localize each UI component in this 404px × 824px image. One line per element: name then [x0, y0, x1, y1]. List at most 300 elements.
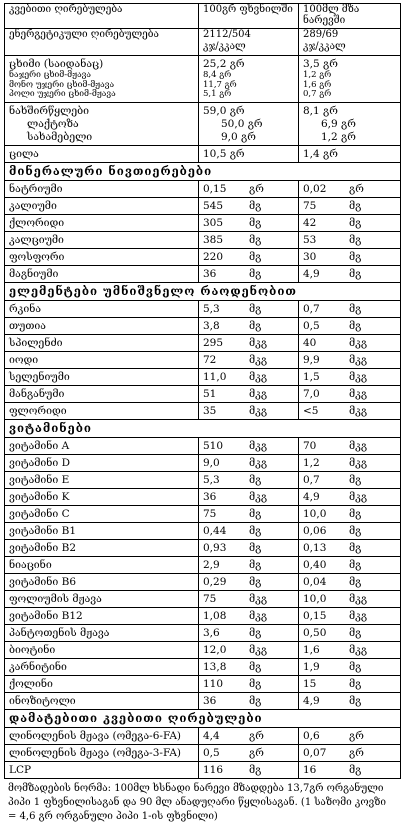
trace-ready-value: 1,5 — [303, 370, 320, 383]
mineral-ready — [299, 248, 401, 265]
header-col2: 100გრ ფხვნილში — [199, 4, 299, 29]
extra-ready-unit: მგ — [349, 763, 362, 776]
vitamin-powder — [199, 505, 299, 522]
vitamin-name: ვიტამინი E — [5, 471, 199, 488]
vitamin-ready-value: 10,0 — [303, 507, 327, 520]
extra-powder — [199, 761, 299, 778]
trace-ready — [299, 334, 401, 351]
protein-row — [5, 145, 401, 162]
vitamin-powder-unit: მგ — [249, 524, 262, 537]
mineral-powder — [199, 180, 299, 197]
extra-powder — [199, 744, 299, 761]
extra-ready — [299, 761, 401, 778]
vitamin-ready-unit: მგ — [349, 626, 362, 639]
vitamin-ready-value: 0,40 — [303, 558, 327, 571]
trace-powder — [199, 351, 299, 368]
trace-powder-unit: მკგ — [249, 387, 268, 400]
extra-name: LCP — [5, 761, 199, 778]
mineral-powder — [199, 214, 299, 231]
carbs-row — [5, 102, 401, 145]
trace-ready-unit: მკგ — [349, 336, 368, 349]
vitamin-ready-unit: მგ — [349, 677, 362, 690]
vitamin-name: ვიტამინი K — [5, 488, 199, 505]
vitamin-powder-value: 5,3 — [203, 473, 220, 486]
trace-ready-unit: მკგ — [349, 404, 368, 417]
trace-ready — [299, 317, 401, 334]
extra-row — [5, 744, 401, 761]
vitamin-powder-value: 510 — [203, 439, 224, 452]
vitamin-powder-unit: მგ — [249, 626, 262, 639]
mineral-ready-value: 75 — [303, 199, 317, 212]
vitamin-name: ვიტამინი A — [5, 437, 199, 454]
trace-powder-unit: მკგ — [249, 336, 268, 349]
vitamin-ready — [299, 590, 401, 607]
vitamin-ready — [299, 539, 401, 556]
vitamin-row — [5, 624, 401, 641]
fats-sub3-1: 1,6 გრ — [303, 79, 332, 90]
vitamin-ready — [299, 692, 401, 709]
vitamin-ready-unit: მკგ — [349, 439, 368, 452]
mineral-ready-unit: გრ — [349, 182, 364, 195]
vitamin-row — [5, 573, 401, 590]
mineral-ready-unit: მგ — [349, 233, 362, 246]
vitamin-ready-value: 10,0 — [303, 592, 327, 605]
trace-powder-unit: მკგ — [249, 370, 268, 383]
mineral-powder-value: 36 — [203, 267, 217, 280]
mineral-ready — [299, 231, 401, 248]
vitamin-powder — [199, 624, 299, 641]
vitamin-row — [5, 641, 401, 658]
vitamin-powder-unit: მგ — [249, 473, 262, 486]
vitamin-powder-unit: მგ — [249, 694, 262, 707]
footnote: მომზადების ნორმა: 100მლ ხსნადი ნარევი მზადდება 13,7გრ ორგანული პიპი 1 ფხვნილისაგან და 90 მლ ანადუღარი წყლისაგან. (1 საზომი კოვზი = 4,6 გრ ორგანული პიპი 1-ის ფხვნილი) — [8, 782, 386, 822]
mineral-name: მაგნიუმი — [5, 265, 199, 282]
carbs-label: ნახშირწყლები — [9, 104, 90, 117]
vitamin-ready-value: 0,13 — [303, 541, 327, 554]
trace-powder — [199, 317, 299, 334]
trace-powder — [199, 334, 299, 351]
vitamin-powder — [199, 471, 299, 488]
trace-ready-value: <5 — [303, 404, 319, 417]
extra-powder-unit: გრ — [249, 729, 264, 742]
vitamin-powder — [199, 692, 299, 709]
vitamin-ready — [299, 675, 401, 692]
protein-label: ცილა — [5, 145, 199, 162]
mineral-row — [5, 265, 401, 282]
mineral-powder-unit: გრ — [249, 182, 264, 195]
extra-powder-value: 0,5 — [203, 746, 220, 759]
extra-ready-value: 0,6 — [303, 729, 320, 742]
extra-section-title — [5, 709, 401, 727]
vitamin-ready — [299, 641, 401, 658]
vitamin-powder — [199, 641, 299, 658]
mineral-ready-value: 42 — [303, 216, 317, 229]
fats-sub2-2: 5,1 გრ — [203, 89, 232, 99]
trace-powder-value: 35 — [203, 404, 217, 417]
nutrition-panel — [4, 3, 400, 824]
trace-name: მანგანუმი — [5, 385, 199, 402]
vitamin-powder-unit: მკგ — [249, 609, 268, 622]
trace-powder-unit: მკგ — [249, 353, 268, 366]
vitamin-ready — [299, 607, 401, 624]
vitamin-ready — [299, 658, 401, 675]
vitamin-powder-value: 0,44 — [203, 524, 227, 537]
mineral-powder-value: 220 — [203, 250, 224, 263]
vitamin-powder — [199, 607, 299, 624]
vitamin-name: ვიტამინი B12 — [5, 607, 199, 624]
trace-ready-unit: მკგ — [349, 353, 368, 366]
trace-powder-value: 5,3 — [203, 302, 220, 315]
mineral-row — [5, 197, 401, 214]
vitamin-ready — [299, 522, 401, 539]
trace-powder — [199, 368, 299, 385]
trace-name: იოდი — [5, 351, 199, 368]
vitamin-row — [5, 437, 401, 454]
vitamin-name: ინოზიტოლი — [5, 692, 199, 709]
mineral-powder-value: 545 — [203, 199, 224, 212]
vitamin-ready — [299, 573, 401, 590]
extra-ready — [299, 744, 401, 761]
fats-v3: 3,5 გრ — [303, 58, 338, 70]
vitamin-powder-value: 75 — [203, 507, 217, 520]
mineral-ready-unit: მგ — [349, 250, 362, 263]
vitamin-row — [5, 692, 401, 709]
vitamin-ready-unit: მკგ — [349, 592, 368, 605]
vitamin-powder-unit: მგ — [249, 660, 262, 673]
vitamin-ready-unit: მკგ — [349, 643, 368, 656]
vitamin-row — [5, 607, 401, 624]
extra-powder-value: 4,4 — [203, 729, 220, 742]
mineral-section-title — [5, 162, 401, 180]
vitamin-powder-unit: მგ — [249, 677, 262, 690]
extra-ready-value: 16 — [303, 763, 317, 776]
trace-row — [5, 300, 401, 317]
trace-row — [5, 402, 401, 419]
vitamin-ready-unit: მგ — [349, 660, 362, 673]
vitamin-ready-value: 0,04 — [303, 575, 327, 588]
mineral-powder-value: 305 — [203, 216, 224, 229]
vitamin-powder — [199, 488, 299, 505]
vitamin-name: ვიტამინი B2 — [5, 539, 199, 556]
vitamin-powder-unit: მკგ — [249, 456, 268, 469]
vitamin-powder — [199, 590, 299, 607]
mineral-row — [5, 180, 401, 197]
trace-section-title — [5, 282, 401, 300]
vitamin-ready-value: 0,15 — [303, 609, 327, 622]
header-col1: კვებითი ღირებულება — [5, 4, 199, 29]
vitamin-ready-value: 70 — [303, 439, 317, 452]
vitamin-powder-unit: მკგ — [249, 490, 268, 503]
vitamin-ready-unit: მკგ — [349, 456, 368, 469]
energy-row — [5, 29, 401, 56]
mineral-ready-unit: მგ — [349, 199, 362, 212]
mineral-powder — [199, 265, 299, 282]
vitamin-title: ვიტამინები — [5, 419, 401, 437]
extra-name: ლინოლენის მჟავა (ომეგა-6-FA) — [5, 727, 199, 744]
mineral-name: კალიუმი — [5, 197, 199, 214]
trace-ready — [299, 351, 401, 368]
vitamin-ready-unit: მგ — [349, 694, 362, 707]
vitamin-ready-value: 0,7 — [303, 473, 320, 486]
vitamin-ready-value: 4,9 — [303, 694, 320, 707]
mineral-row — [5, 231, 401, 248]
vitamin-name: ბიოტინი — [5, 641, 199, 658]
nutrition-table — [4, 3, 401, 779]
mineral-name: ფოსფორი — [5, 248, 199, 265]
mineral-ready — [299, 197, 401, 214]
extra-row — [5, 761, 401, 778]
vitamin-powder-value: 9,0 — [203, 456, 220, 469]
mineral-powder-unit: მგ — [249, 199, 262, 212]
vitamin-powder-value: 13,8 — [203, 660, 227, 673]
vitamin-name: ვიტამინი D — [5, 454, 199, 471]
vitamin-name: ვიტამინი B6 — [5, 573, 199, 590]
fats-sub2-1: 11,7 გრ — [203, 79, 237, 90]
mineral-powder-unit: მგ — [249, 267, 262, 280]
vitamin-name: ნიაცინი — [5, 556, 199, 573]
vitamin-ready — [299, 556, 401, 573]
trace-row — [5, 385, 401, 402]
vitamin-powder-unit: მკგ — [249, 592, 268, 605]
fats-sub-1: მონო უჯერი ცხიმ-მჟავა — [9, 79, 115, 90]
carbs-v3: 8,1 გრ — [303, 104, 338, 117]
vitamin-ready-value: 0,06 — [303, 524, 327, 537]
vitamin-ready — [299, 471, 401, 488]
trace-ready-value: 7,0 — [303, 387, 320, 400]
vitamin-ready-unit: მგ — [349, 541, 362, 554]
vitamin-row — [5, 539, 401, 556]
trace-powder — [199, 385, 299, 402]
carbs-sub3-1: 1,2 გრ — [321, 130, 356, 143]
trace-powder-value: 72 — [203, 353, 217, 366]
vitamin-powder-value: 2,9 — [203, 558, 220, 571]
vitamin-ready-value: 1,6 — [303, 643, 320, 656]
vitamin-row — [5, 505, 401, 522]
vitamin-powder-value: 0,93 — [203, 541, 227, 554]
header-row — [5, 4, 401, 29]
extra-powder-unit: გრ — [249, 746, 264, 759]
trace-powder-value: 51 — [203, 387, 217, 400]
vitamin-row — [5, 675, 401, 692]
trace-powder-unit: მგ — [249, 302, 262, 315]
trace-ready-unit: მგ — [349, 319, 362, 332]
mineral-powder — [199, 197, 299, 214]
mineral-powder-unit: მგ — [249, 216, 262, 229]
vitamin-powder — [199, 658, 299, 675]
vitamin-powder — [199, 675, 299, 692]
vitamin-powder-value: 0,29 — [203, 575, 227, 588]
vitamin-powder-unit: მგ — [249, 558, 262, 571]
trace-powder-unit: მგ — [249, 319, 262, 332]
carbs-v2: 59,0 გრ — [203, 104, 245, 117]
vitamin-powder-value: 75 — [203, 592, 217, 605]
vitamin-powder-unit: მგ — [249, 507, 262, 520]
energy-u2: კჯ/კკალ — [203, 41, 246, 52]
trace-row — [5, 368, 401, 385]
fats-sub-0: ნაჯერი ცხიმ-მჟავა — [9, 70, 91, 80]
vitamin-ready — [299, 437, 401, 454]
extra-powder — [199, 727, 299, 744]
vitamin-powder-unit: მგ — [249, 541, 262, 554]
mineral-ready — [299, 180, 401, 197]
energy-u3: კჯ/კკალ — [303, 41, 346, 52]
extra-ready-unit: გრ — [349, 729, 364, 742]
trace-powder-value: 11,0 — [203, 370, 227, 383]
fats-label: ცხიმი (საიდანაც) — [9, 58, 104, 70]
extra-title: დამატებითი კვებითი ღირებულები — [5, 709, 401, 727]
carbs-sub2-0: 50,0 გრ — [221, 117, 263, 130]
vitamin-powder-value: 12,0 — [203, 643, 227, 656]
trace-ready-value: 0,5 — [303, 319, 320, 332]
carbs-sub-0: ლაქტოზა — [27, 117, 79, 130]
trace-ready-value: 0,7 — [303, 302, 320, 315]
extra-name: ლინოლენის მჟავა (ომეგა-3-FA) — [5, 744, 199, 761]
mineral-powder — [199, 248, 299, 265]
mineral-powder-value: 0,15 — [203, 182, 227, 195]
vitamin-name: ფოლიუმის მჟავა — [5, 590, 199, 607]
vitamin-ready — [299, 624, 401, 641]
trace-name: რკინა — [5, 300, 199, 317]
trace-name: სელენიუმი — [5, 368, 199, 385]
mineral-row — [5, 214, 401, 231]
mineral-name: ქლორიდი — [5, 214, 199, 231]
trace-ready — [299, 385, 401, 402]
vitamin-name: პანტოთენის მჟავა — [5, 624, 199, 641]
vitamin-powder-value: 36 — [203, 694, 217, 707]
mineral-ready — [299, 265, 401, 282]
trace-powder-value: 295 — [203, 336, 224, 349]
extra-ready — [299, 727, 401, 744]
mineral-ready-value: 4,9 — [303, 267, 320, 280]
trace-ready — [299, 300, 401, 317]
trace-ready — [299, 368, 401, 385]
mineral-ready-unit: მგ — [349, 267, 362, 280]
fats-sub3-2: 0,7 გრ — [303, 89, 332, 99]
vitamin-powder-unit: მგ — [249, 575, 262, 588]
fats-sub-2: პოლი უჯერი ცხიმ-მჟავა — [9, 89, 116, 99]
extra-ready-value: 0,07 — [303, 746, 327, 759]
mineral-row — [5, 248, 401, 265]
fats-sub3-0: 1,2 გრ — [303, 70, 332, 80]
vitamin-ready-value: 15 — [303, 677, 317, 690]
vitamin-powder — [199, 437, 299, 454]
fats-v2: 25,2 გრ — [203, 58, 245, 70]
protein-v2: 10,5 გრ — [199, 145, 299, 162]
mineral-powder-unit: მგ — [249, 250, 262, 263]
trace-row — [5, 317, 401, 334]
vitamin-powder-value: 1,08 — [203, 609, 227, 622]
extra-powder-unit: მგ — [249, 763, 262, 776]
trace-powder-unit: მკგ — [249, 404, 268, 417]
mineral-ready-value: 0,02 — [303, 182, 327, 195]
vitamin-name: ქოლინი — [5, 675, 199, 692]
trace-powder-value: 3,8 — [203, 319, 220, 332]
mineral-ready — [299, 214, 401, 231]
vitamin-powder — [199, 454, 299, 471]
vitamin-row — [5, 590, 401, 607]
vitamin-row — [5, 454, 401, 471]
mineral-ready-unit: მგ — [349, 216, 362, 229]
energy-v3: 289/69 — [303, 29, 339, 40]
vitamin-name: კარნიტინი — [5, 658, 199, 675]
vitamin-powder-value: 36 — [203, 490, 217, 503]
vitamin-row — [5, 556, 401, 573]
trace-title: ელემენტები უმნიშვნელო რაოდენობით — [5, 282, 401, 300]
vitamin-ready — [299, 505, 401, 522]
extra-row — [5, 727, 401, 744]
carbs-sub-1: სახამებელი — [27, 130, 93, 143]
fats-row — [5, 56, 401, 103]
extra-powder-value: 116 — [203, 763, 224, 776]
trace-ready — [299, 402, 401, 419]
vitamin-powder — [199, 556, 299, 573]
mineral-powder-value: 385 — [203, 233, 224, 246]
mineral-powder — [199, 231, 299, 248]
trace-powder — [199, 402, 299, 419]
vitamin-row — [5, 522, 401, 539]
trace-ready-unit: მკგ — [349, 370, 368, 383]
vitamin-powder-value: 3,6 — [203, 626, 220, 639]
vitamin-ready-unit: მკგ — [349, 490, 368, 503]
trace-name: ფლორიდი — [5, 402, 199, 419]
header-col3: 100მლ მზა ნარევში — [299, 4, 401, 29]
energy-v2: 2112/504 — [203, 29, 251, 40]
vitamin-ready-unit: მკგ — [349, 609, 368, 622]
carbs-sub3-0: 6,9 გრ — [321, 117, 356, 130]
vitamin-powder-unit: მკგ — [249, 439, 268, 452]
vitamin-ready-unit: მგ — [349, 575, 362, 588]
vitamin-name: ვიტამინი B1 — [5, 522, 199, 539]
trace-ready-unit: მგ — [349, 302, 362, 315]
mineral-name: ნატრიუმი — [5, 180, 199, 197]
trace-name: სპილენძი — [5, 334, 199, 351]
trace-ready-value: 9,9 — [303, 353, 320, 366]
carbs-sub2-1: 9,0 გრ — [221, 130, 256, 143]
vitamin-ready-value: 0,50 — [303, 626, 327, 639]
vitamin-powder — [199, 573, 299, 590]
fats-sub2-0: 8,4 გრ — [203, 70, 232, 80]
mineral-ready-value: 30 — [303, 250, 317, 263]
vitamin-powder — [199, 522, 299, 539]
vitamin-powder — [199, 539, 299, 556]
vitamin-ready-value: 1,2 — [303, 456, 320, 469]
vitamin-ready-value: 1,9 — [303, 660, 320, 673]
vitamin-ready — [299, 454, 401, 471]
vitamin-name: ვიტამინი C — [5, 505, 199, 522]
mineral-ready-value: 53 — [303, 233, 317, 246]
protein-v3: 1,4 გრ — [299, 145, 401, 162]
vitamin-ready-unit: მგ — [349, 558, 362, 571]
vitamin-powder-unit: მკგ — [249, 643, 268, 656]
mineral-powder-unit: მგ — [249, 233, 262, 246]
trace-powder — [199, 300, 299, 317]
vitamin-ready — [299, 488, 401, 505]
extra-ready-unit: გრ — [349, 746, 364, 759]
trace-row — [5, 334, 401, 351]
vitamin-ready-unit: მგ — [349, 507, 362, 520]
mineral-name: კალციუმი — [5, 231, 199, 248]
trace-row — [5, 351, 401, 368]
trace-ready-unit: მკგ — [349, 387, 368, 400]
trace-ready-value: 40 — [303, 336, 317, 349]
energy-label: ენერგეტიკული ღირებულება — [5, 29, 199, 56]
vitamin-row — [5, 471, 401, 488]
vitamin-ready-value: 4,9 — [303, 490, 320, 503]
vitamin-row — [5, 658, 401, 675]
vitamin-powder-value: 110 — [203, 677, 224, 690]
vitamin-ready-unit: მგ — [349, 473, 362, 486]
vitamin-row — [5, 488, 401, 505]
